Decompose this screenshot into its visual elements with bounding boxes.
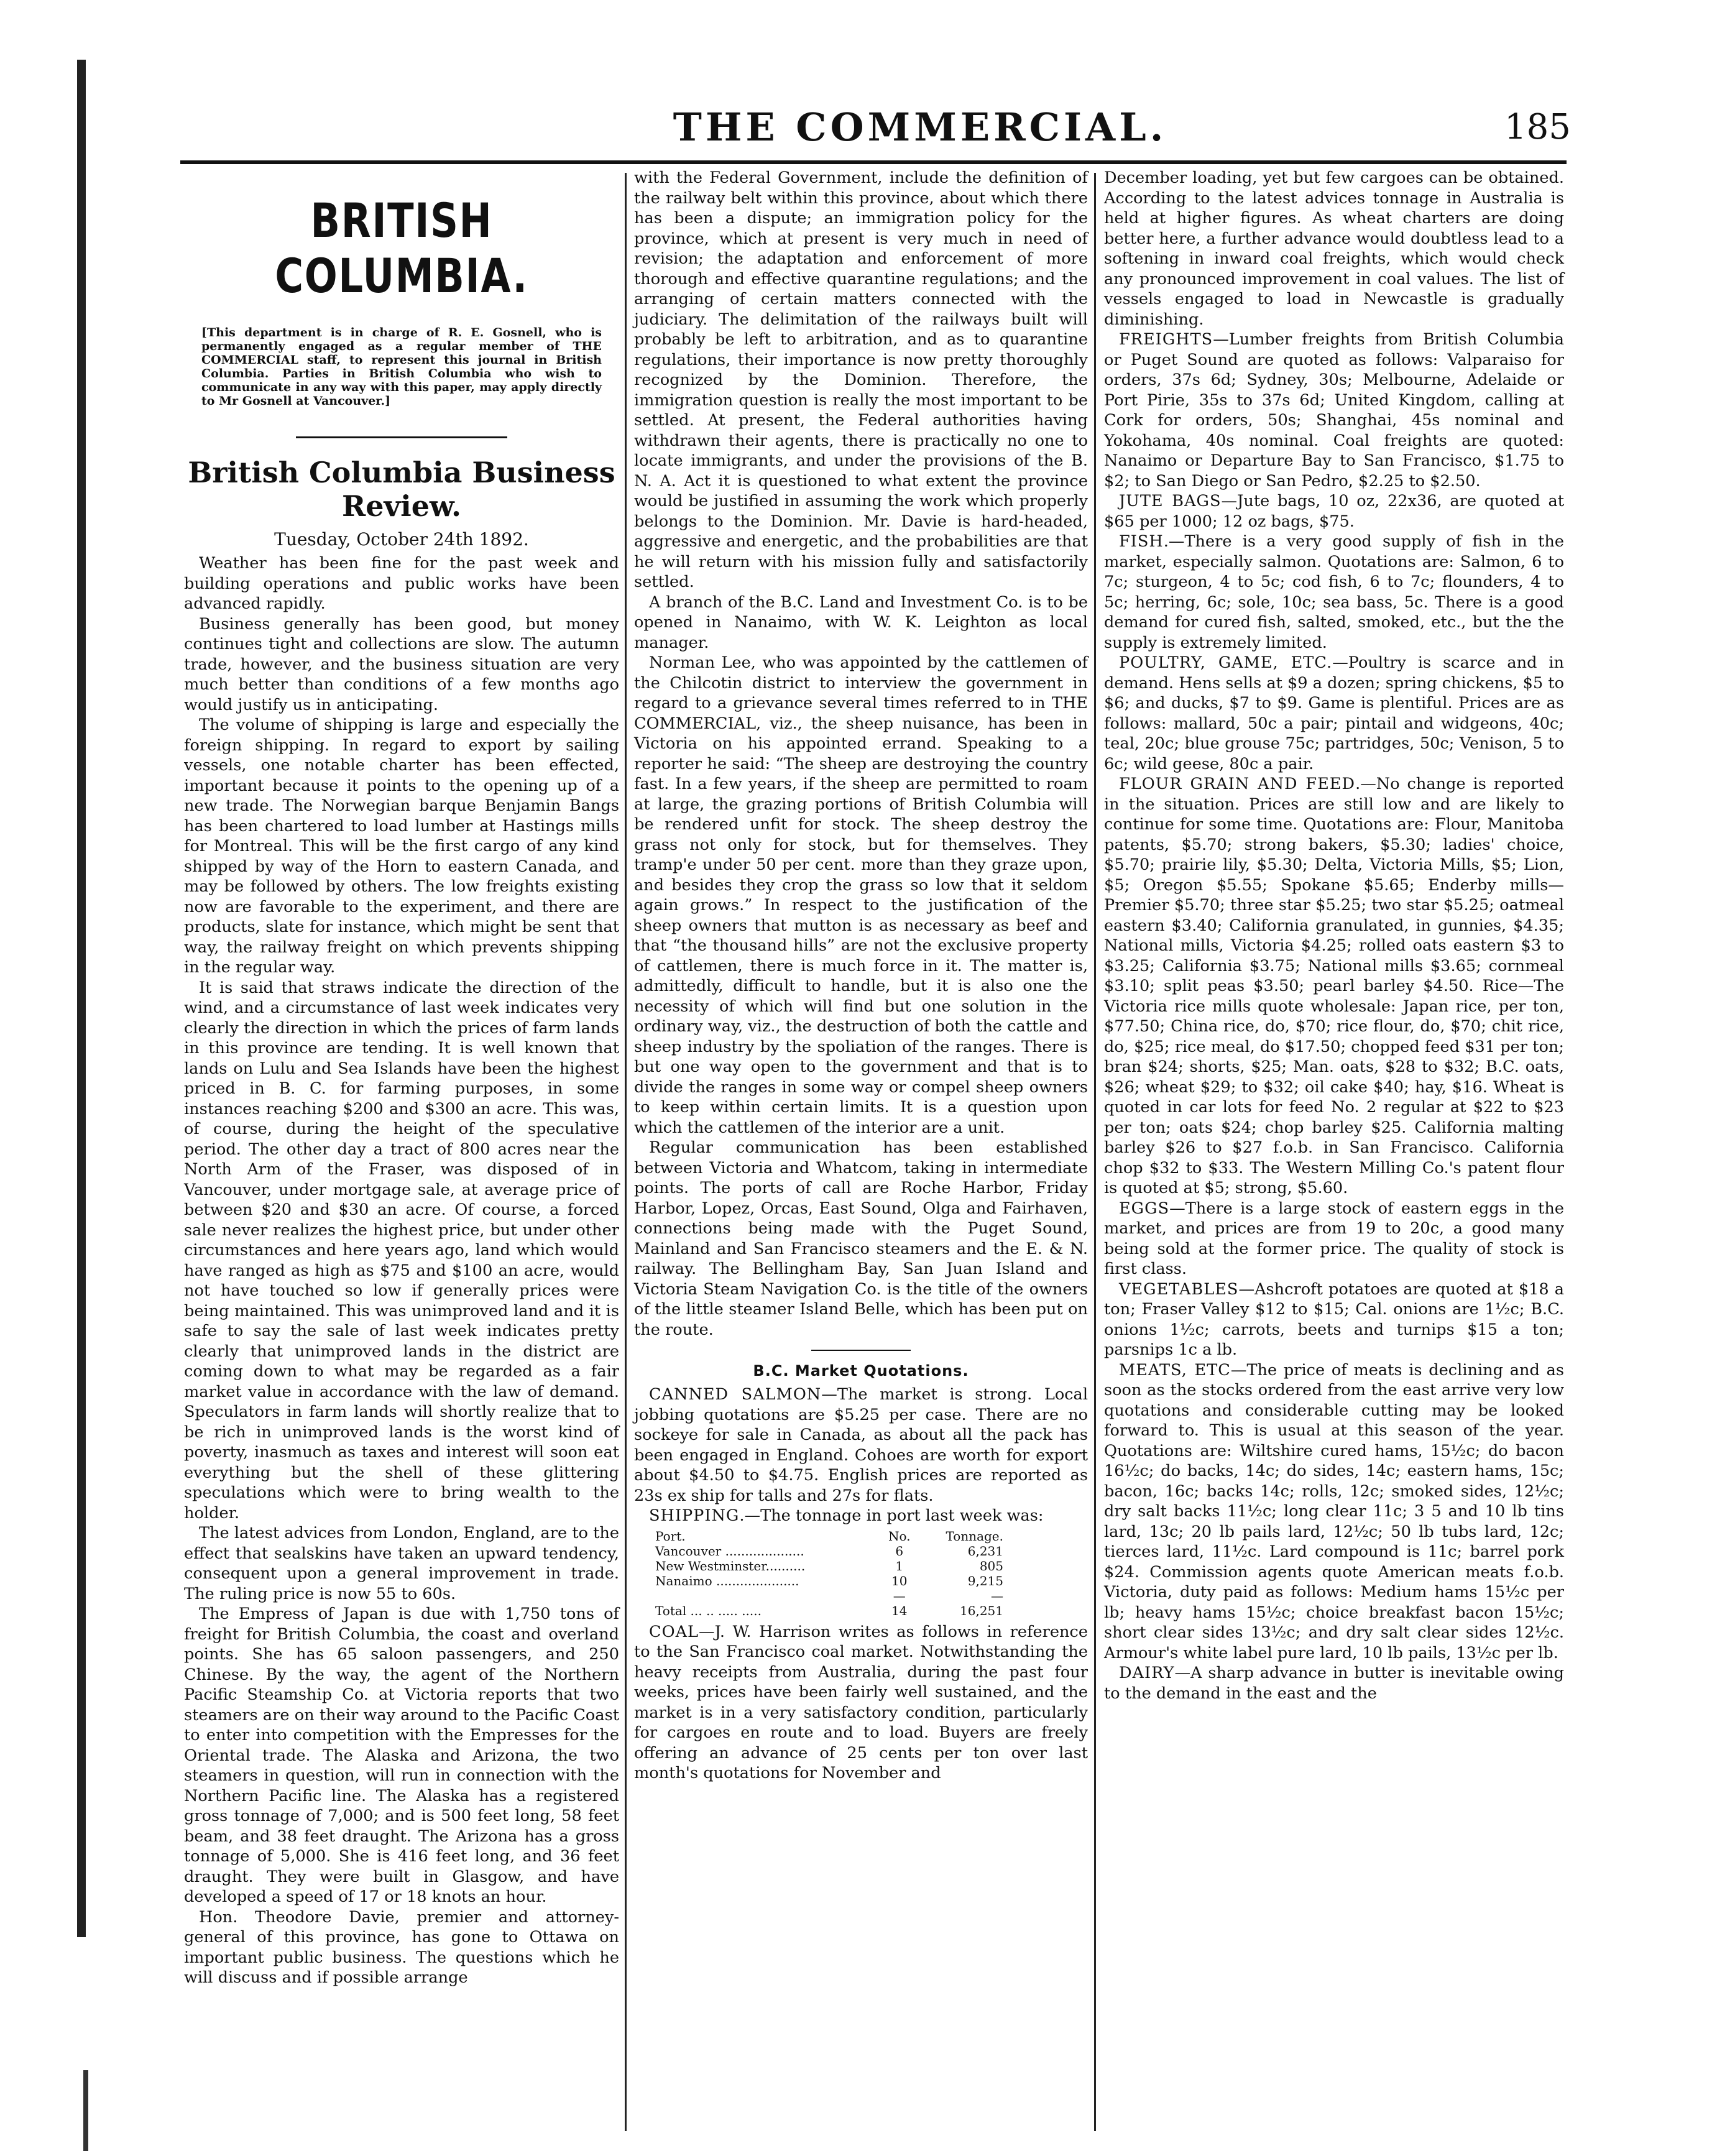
market-paragraph — [1104, 532, 1564, 653]
column-3 — [1104, 168, 1564, 1703]
market-paragraph — [634, 1506, 1088, 1526]
paragraph-label: DAIRY — [1119, 1664, 1175, 1682]
paragraph: The volume of shipping is large and especially the foreign shipping. In regard to export by sailing vessels, one notable charter has been effected, important because it points to the opening up of a new trade. The Norwegian barque Benjamin Bangs has been chartered to load lumber at Hastings mills for Montreal. This will be the first cargo of any kind shipped by way of the Horn to eastern Canada, and may be followed by others. The low freights existing now are favorable to the experiment, and there are products, slate for instance, which might be sent that way, the railway freight on which prevents shipping in the regular way. — [184, 716, 619, 977]
table-cell: 6 — [895, 1543, 904, 1559]
table-header-row — [655, 1529, 1003, 1544]
shipping-table — [655, 1529, 1003, 1618]
paragraph-text: December loading, yet but few cargoes can be obtained. According to the latest advices tonnage in Australia is held at higher figures. As wheat charters are doing better here, a further advance would doubtless lead to a softening in inward coal freights, which would check any pronounced improvement in coal values. The list of vessels engaged to load in Newcastle is gradually diminishing. — [1104, 168, 1564, 329]
table-cell: Vancouver .................... — [655, 1543, 804, 1559]
table-cell: 9,215 — [967, 1573, 1003, 1588]
market-paragraph — [1104, 329, 1564, 491]
paragraph: A branch of the B.C. Land and Investment Co. is to be opened in Nanaimo, with W. K. Leighton as local manager. — [634, 592, 1088, 652]
market-paragraph — [1104, 774, 1564, 1199]
table-cell: 6,231 — [967, 1543, 1003, 1559]
market-paragraph — [1104, 653, 1564, 774]
masthead: THE COMMERCIAL. — [673, 104, 1167, 150]
paragraph-label: CANNED SALMON — [649, 1385, 822, 1404]
paragraph: Business generally has been good, but money continues tight and collections are slow. The autumn trade, however, and the business situation are very much better than conditions of a few months ago would justify us in anticipating. — [184, 614, 619, 714]
paragraph-text: —The price of meats is declining and as soon as the stocks ordered from the east arrive very low quotations and considerable cutting may be looked forward to. This is usual at this season of the year. Quotations are: Wiltshire cured hams, 15½c; do bacon 16½c; do backs, 14c; do sides, 14c; eastern hams, 15c; bacon, 16c; backs 14c; rolls, 12c; smoked sides, 12½c; dry salt backs 11½c; long clear 11c; 3 5 and 10 lb tins lard, 13c; 20 lb pails lard, 12½c; 50 lb tubs lard, 12c; tierces lard, 11½c. Lard compound is 11c; barrel pork $24. Commission agents quote American meats f.o.b. Victoria, duty paid as follows: Medium hams 15½c per lb; heavy hams 15½c; choice breakfast bacon 15½c; short clear sides 13½c; and dry salt clear sides 12½c. Armour's white label pure lard, 10 lb pails, 13½c per lb. — [1104, 1360, 1564, 1662]
table-dash: — — [991, 1588, 1003, 1603]
editorial-note: [This department is in charge of R. E. Gosnell, who is permanently engaged as a regular member of THE COMMERCIAL staff, to represent this journal in British Columbia. Parties in British Columbia who wish to communicate in any way with this paper, may apply directly to Mr Gosnell at Vancouver.] — [201, 326, 602, 408]
table-header: Tonnage. — [946, 1528, 1003, 1544]
table-cell: 14 — [891, 1603, 908, 1618]
table-total-row — [655, 1603, 1003, 1618]
column-divider-1 — [625, 173, 627, 2131]
table-cell: Total ... .. ..... ..... — [655, 1603, 762, 1618]
table-header: Port. — [655, 1528, 686, 1544]
paragraph-label: FLOUR GRAIN AND FEED — [1119, 775, 1356, 793]
paragraph-label: VEGETABLES — [1119, 1279, 1239, 1299]
paragraph-label: EGGS — [1119, 1199, 1170, 1218]
table-dash: — — [893, 1588, 906, 1603]
paragraph: Regular communication has been established between Victoria and Whatcom, taking in intermediate points. The ports of call are Roche Harbor, Friday Harbor, Lopez, Orcas, East Sound, Olga and Fairhaven, connections being made with the Puget Sound, Mainland and San Francisco steamers and the E. & N. railway. The Bellingham Bay, San Juan Island and Victoria Steam Navigation Co. is the title of the owners of the little steamer Island Belle, which has been put on the route. — [634, 1138, 1088, 1339]
table-row — [655, 1544, 1003, 1559]
paragraph: It is said that straws indicate the direction of the wind, and a circumstance of last week indicates very clearly the direction in which the prices of farm lands in this province are tending. It is well known that lands on Lulu and Sea Islands have been the highest priced in B. C. for farming purposes, in some instances reaching $200 and $300 an acre. This was, of course, during the height of the speculative period. The other day a tract of 800 acres near the North Arm of the Fraser, was disposed of in Vancouver, under mortgage sale, at average price of between $20 and $30 an acre. Of course, a forced sale never realizes the highest price, but under other circumstances and here years ago, land which would have ranged as high as $75 and $100 an acre, would not have touched so low if generally prices were being maintained. This was unimproved land and it is safe to say the sale of last week indicates pretty clearly that unimproved lands in the district are coming down to what may be regarded as a fair market value in accordance with the law of demand. Speculators in farm lands will shortly realize that to be rich in unimproved lands is the worst kind of poverty, inasmuch as taxes and interest will soon eat everything but the shell of these glittering speculations which were to bring wealth to the holder. — [184, 978, 619, 1523]
market-title: B.C. Market Quotations. — [753, 1362, 969, 1380]
page-number: 185 — [1504, 107, 1571, 147]
paragraph-text: —The market is strong. Local jobbing quotations are $5.25 per case. There are no sockeye for sale in Canada, as about all the pack has been engaged in England. Cohoes are worth for export about $4.50 to $4.75. English prices are reported as 23s ex ship for talls and 27s for flats. — [634, 1385, 1088, 1505]
review-title: British Columbia Business Review. — [188, 456, 615, 523]
paragraph-text: .—The tonnage in port last week was: — [739, 1506, 1044, 1525]
market-paragraph — [1104, 491, 1564, 532]
paragraph-label: JUTE BAGS — [1119, 492, 1222, 510]
paragraph-text: —There is a large stock of eastern eggs in the market, and prices are from 19 to 20c, a good many being sold at the former price. The quality of stock is first class. — [1104, 1199, 1564, 1278]
market-paragraph — [1104, 1663, 1564, 1703]
table-cell: 10 — [891, 1573, 908, 1588]
table-row — [655, 1559, 1003, 1573]
table-row — [655, 1573, 1003, 1588]
paragraph-label: MEATS, ETC — [1119, 1360, 1231, 1380]
table-cell: 1 — [895, 1558, 904, 1573]
dateline: Tuesday, October 24th 1892. — [274, 529, 529, 550]
paragraph-label: SHIPPING — [649, 1506, 740, 1525]
paragraph-text: —J. W. Harrison writes as follows in reference to the San Francisco coal market. Notwithstanding the heavy receipts from Australia, during the past four weeks, prices have been fairly well sustained, and the market is in a very satisfactory condition, particularly for cargoes en route and to load. Buyers are freely offering an advance of 25 cents per ton over last month's quotations for November and — [634, 1622, 1088, 1782]
paragraph-label: POULTRY, GAME, ETC. — [1119, 653, 1333, 672]
paragraph: Weather has been fine for the past week and building operations and public works have been advanced rapidly. — [184, 554, 619, 613]
section-title: BRITISH COLUMBIA. — [275, 193, 528, 303]
paragraph-label: FISH — [1119, 532, 1164, 551]
market-paragraph — [1104, 1199, 1564, 1279]
left-margin-rule — [77, 60, 86, 1937]
market-paragraph — [634, 1622, 1088, 1784]
table-cell: New Westminster.......... — [655, 1558, 806, 1573]
market-paragraph — [634, 1384, 1088, 1506]
table-cell: Nanaimo ..................... — [655, 1573, 799, 1588]
left-margin-rule-lower — [83, 2070, 88, 2151]
paragraph: Hon. Theodore Davie, premier and attorney-general of this province, has gone to Ottawa on important public business. The questions which he will discuss and if possible arrange — [184, 1907, 619, 1987]
paragraph-text: .—No change is reported in the situation. Prices are still low and are likely to continue for some time. Quotations are: Flour, Manitoba patents, $5.70; strong bakers, $5.30; ladies' choice, $5.70; prairie lily, $5.30; Delta, Victoria Mills, $5; Lion, $5; Oregon $5.55; Spokane $5.65; Enderby mills—Premier $5.70; three star $5.25; two star $5.25; oatmeal eastern $3.40; California granulated, in gunnies, $4.35; National mills, Victoria $4.25; rolled oats eastern $3 to $3.25; California $3.75; National mills $3.65; cornmeal $3.10; split peas $3.50; pearl barley $4.50. Rice—The Victoria rice mills quote wholesale: Japan rice, per ton, $77.50; China rice, do, $70; rice flour, do, $70; chit rice, do, $25; rice meal, do $17.50; chopped feed $31 per ton; bran $24; shorts, $25; Man. oats, $28 to $32; B.C. oats, $26; wheat $29; to $32; oil cake $40; hay, $16. Wheat is quoted in car lots for feed No. 2 regular at $22 to $23 per ton; oats $24; chop barley $25. California malting barley $26 to $27 f.o.b. in San Francisco. California chop $32 to $33. The Western Milling Co.'s patent flour is quoted at $5; strong, $5.60. — [1104, 775, 1564, 1197]
market-paragraph — [1104, 1360, 1564, 1664]
column-divider-2 — [1094, 173, 1096, 2131]
column-2 — [634, 168, 1088, 1784]
table-cell: 805 — [979, 1558, 1003, 1573]
section-divider — [296, 436, 507, 438]
paragraph-text: —Ashcroft potatoes are quoted at $18 a ton; Fraser Valley $12 to $15; Cal. onions are 1½c; B.C. onions 1½c; carrots, beets and turnips $15 a ton; parsnips 1c a lb. — [1104, 1279, 1564, 1359]
table-dash-row — [655, 1588, 1003, 1603]
paragraph: The Empress of Japan is due with 1,750 tons of freight for British Columbia, the coast and overland points. She has 65 saloon passengers, and 250 Chinese. By the way, the agent of the Northern Pacific Steamship Co. at Victoria reports that two steamers are on their way around to the Pacific Coast to enter into competition with the Empresses for the Oriental trade. The Alaska and Arizona, the two steamers in question, will run in connection with the Northern Pacific line. The Alaska has a registered gross tonnage of 7,000; and is 500 feet long, 58 feet beam, and 38 feet draught. The Arizona has a gross tonnage of 5,000. She is 416 feet long, and 36 feet draught. They were built in Glasgow, and have developed a speed of 17 or 18 knots an hour. — [184, 1605, 619, 1906]
paragraph-text: .—There is a very good supply of fish in the market, especially salmon. Quotations are: Salmon, 6 to 7c; sturgeon, 4 to 5c; cod fish, 6 to 7c; flounders, 4 to 5c; herring, 6c; sole, 10c; sea bass, 5c. There is a good demand for cured fish, salted, smoked, etc., but the the supply is extremely limited. — [1104, 532, 1564, 652]
paragraph-text: —A sharp advance in butter is inevitable owing to the demand in the east and the — [1104, 1664, 1564, 1703]
paragraph-label: COAL — [649, 1622, 699, 1641]
column-1 — [184, 168, 619, 1988]
table-header: No. — [888, 1528, 911, 1544]
market-paragraph — [1104, 168, 1564, 329]
header-rule — [180, 160, 1567, 164]
paragraph: Norman Lee, who was appointed by the cattlemen of the Chilcotin district to interview the government in regard to a grievance several times referred to in THE COMMERCIAL, viz., the sheep nuisance, has been in Victoria on his appointed errand. Speaking to a reporter he said: “The sheep are destroying the country fast. In a few years, if the sheep are permitted to roam at large, the grazing portions of British Columbia will be rendered unfit for stock. The sheep destroy the grass not only for stock, but for themselves. They tramp'e under 50 per cent. more than they graze upon, and besides they crop the grass so low that it seldom again grows.” In respect to the justification of the sheep owners that mutton is as necessary as beef and that “the thousand hills” are not the exclusive property of cattlemen, there is much force in it. The matter is, admittedly, difficult to handle, but it is also one the necessity of which will find but one solution in the ordinary way, viz., the destruction of both the cattle and sheep industry by the spoliation of the ranges. There is but one way open to the government and that is to divide the ranges in some way or compel sheep owners to keep within certain limits. It is a question upon which the cattlemen of the interior are a unit. — [634, 653, 1088, 1137]
paragraph-text: —Poultry is scarce and in demand. Hens sells at $9 a dozen; spring chickens, $5 to $6; and ducks, $7 to $9. Game is plentiful. Prices are as follows: mallard, 50c a pair; pintail and widgeons, 40c; teal, 20c; blue grouse 75c; partridges, 50c; Venison, 5 to 6c; wild geese, 80c a pair. — [1104, 653, 1564, 773]
paragraph: with the Federal Government, include the definition of the railway belt within this province, about which there has been a dispute; an immigration policy for the province, which at present is very much in need of revision; the adaptation and enforcement of more thorough and effective quarantine regulations; and the arranging of certain matters connected with the judiciary. The delimitation of the railways built will probably be left to arbitration, and as to quarantine regulations, their importance is now pretty thoroughly recognized by the Dominion. Therefore, the immigration question is really the most important to be settled. At present, the Federal authorities having withdrawn their agents, there is practically no one to locate immigrants, and under the provisions of the B. N. A. Act it is questioned to what extent the province would be justified in assuming the work which properly belongs to the Dominion. Mr. Davie is hard-headed, aggressive and energetic, and the probabilities are that he will return with his mission fully and satisfactorily settled. — [634, 168, 1088, 591]
market-divider — [811, 1350, 911, 1351]
paragraph: The latest advices from London, England, are to the effect that sealskins have taken an upward tendency, consequent upon a general improvement in trade. The ruling price is now 55 to 60s. — [184, 1524, 619, 1603]
paragraph-label: FREIGHTS — [1119, 330, 1213, 349]
market-paragraph — [1104, 1279, 1564, 1360]
table-cell: 16,251 — [960, 1603, 1003, 1618]
paragraph-text: —Jute bags, 10 oz, 22x36, are quoted at $65 per 1000; 12 oz bags, $75. — [1104, 492, 1564, 531]
paragraph-text: —Lumber freights from British Columbia or Puget Sound are quoted as follows: Valparaiso for orders, 37s 6d; Sydney, 30s; Melbourne, Adelaide or Port Pirie, 35s to 37s 6d; United Kingdom, calling at Cork for orders, 50s; Shanghai, 45s nominal and Yokohama, 40s nominal. Coal freights are quoted: Nanaimo or Departure Bay to San Francisco, $1.75 to $2; to San Diego or San Pedro, $2.25 to $2.50. — [1104, 330, 1564, 491]
